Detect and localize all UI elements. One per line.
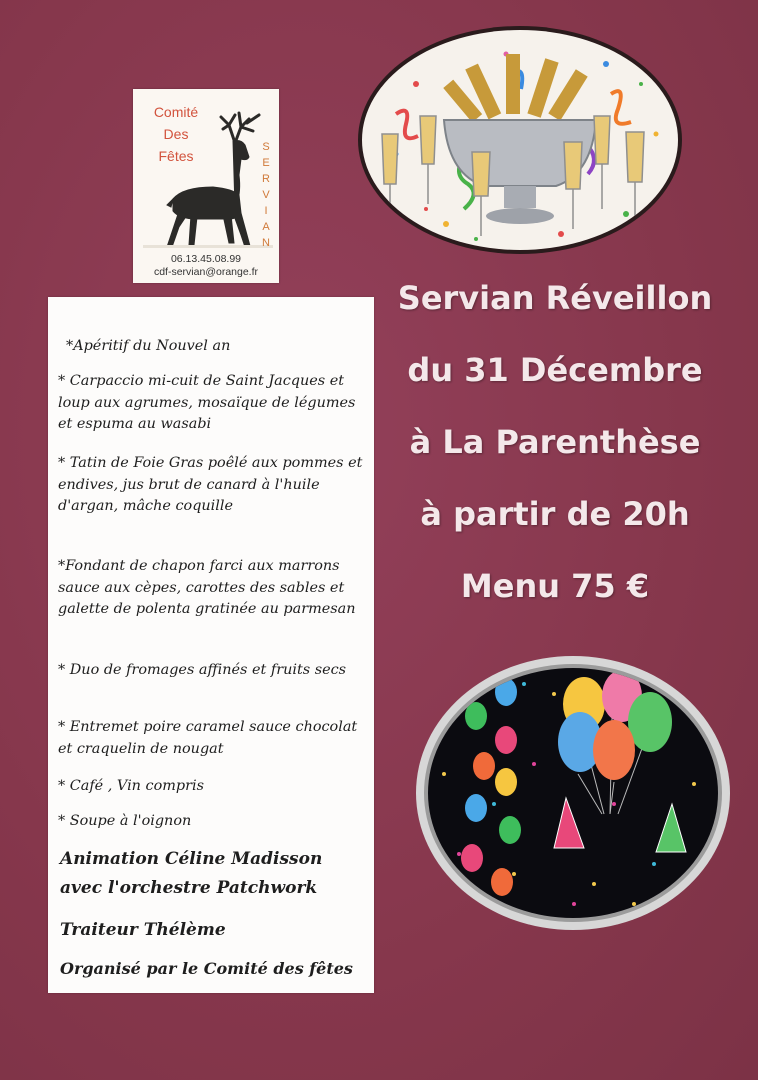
headline-time: à partir de 20h	[420, 495, 690, 533]
headline-date: du 31 Décembre	[407, 351, 703, 389]
logo-vertical-text: S E R V I A N	[262, 141, 270, 249]
menu-item: * Carpaccio mi-cuit de Saint Jacques et loup aux agrumes, mosaïque de légumes et espuma au wasabi	[58, 373, 356, 432]
headline-title: Servian Réveillon	[397, 279, 713, 317]
menu-item: * Café , Vin compris	[58, 778, 204, 794]
animation-line2: avec l'orchestre Patchwork	[60, 878, 318, 898]
logo-line1: Comité	[153, 104, 199, 120]
champagne-image	[356, 24, 684, 256]
logo-line2: Des	[163, 126, 189, 142]
menu-item: * Soupe à l'oignon	[58, 813, 192, 829]
logo-phone: 06.13.45.08.99	[170, 253, 242, 265]
balloons-image	[414, 654, 732, 932]
headline-venue: à La Parenthèse	[409, 423, 701, 461]
menu-item: * Tatin de Foie Gras poêlé aux pommes et endives, jus brut de canard à l'huile d'argan, mâche coquille	[58, 455, 363, 514]
menu-item: *Apéritif du Nouvel an	[66, 338, 231, 354]
organiser-line: Organisé par le Comité des fêtes	[60, 959, 353, 978]
menu-card	[48, 297, 374, 993]
headline-price: Menu 75 €	[460, 567, 650, 605]
menu-item: * Duo de fromages affinés et fruits secs	[58, 662, 347, 678]
logo-email: cdf-servian@orange.fr	[153, 266, 259, 278]
logo-title	[141, 101, 211, 167]
headline	[380, 262, 730, 622]
traiteur-line: Traiteur Thélème	[60, 920, 226, 940]
animation-line1: Animation Céline Madisson	[60, 849, 323, 869]
logo-line3: Fêtes	[158, 148, 194, 164]
logo-card	[133, 89, 279, 283]
menu-item: * Entremet poire caramel sauce chocolat et craquelin de nougat	[58, 719, 358, 757]
menu-item: *Fondant de chapon farci aux marrons sauce aux cèpes, carottes des sables et galette de polenta gratinée au parmesan	[58, 558, 356, 617]
